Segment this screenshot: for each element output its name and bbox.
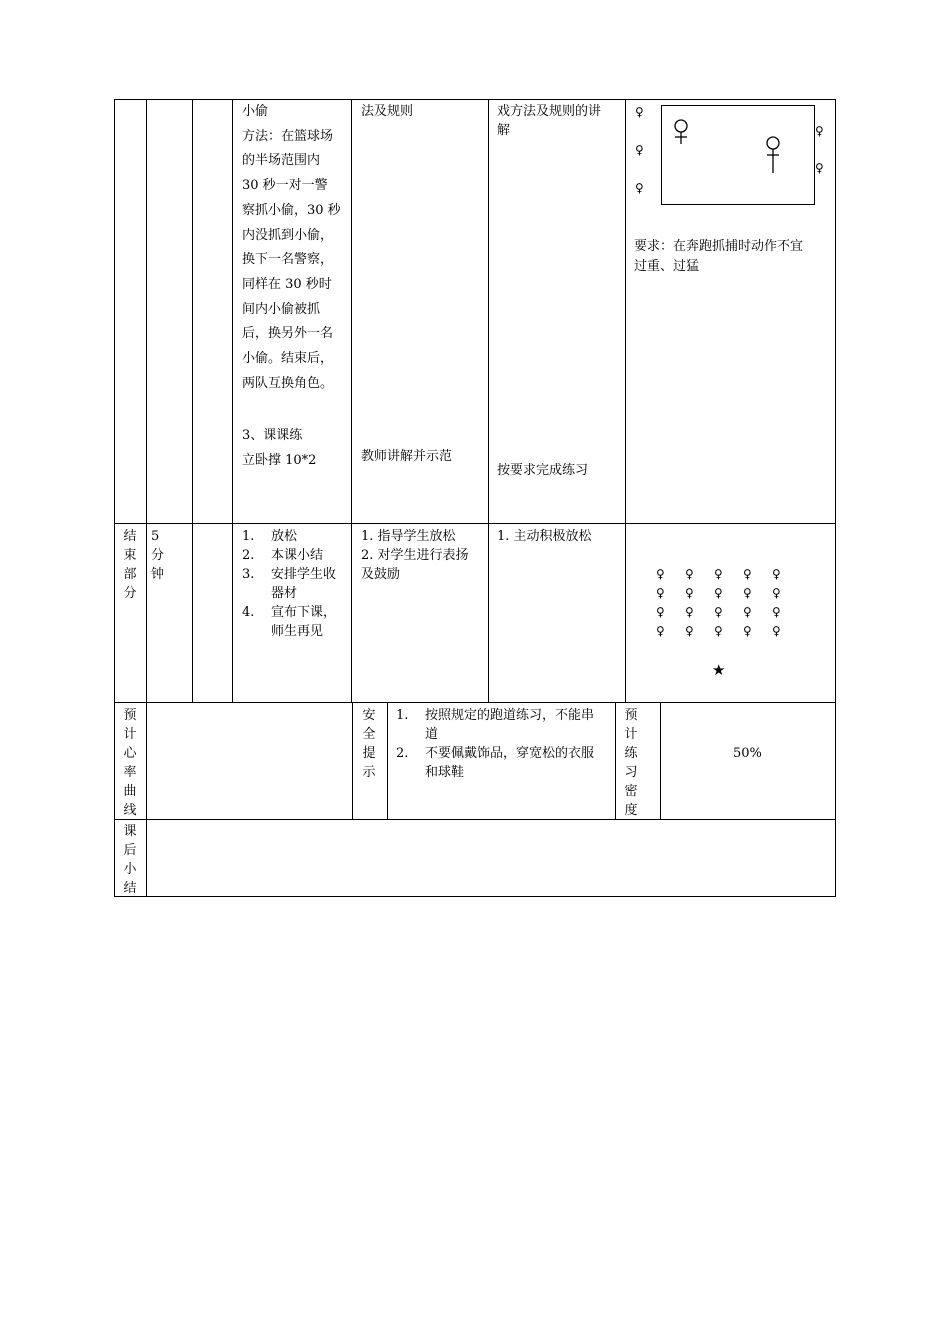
list-number: 1. bbox=[242, 529, 255, 544]
label-char: 练 bbox=[624, 746, 638, 761]
list-item bbox=[242, 546, 336, 565]
requirement-note bbox=[634, 237, 803, 277]
label-char: 结 bbox=[123, 881, 137, 896]
label-char: 部 bbox=[123, 567, 137, 582]
list-number: 3. bbox=[242, 567, 255, 582]
label-char: 示 bbox=[362, 765, 376, 780]
student-figure: ♀ bbox=[685, 624, 694, 638]
thief-figure bbox=[764, 136, 782, 174]
content-line: 内没抓到小偷， bbox=[242, 227, 334, 243]
player-figure: ♀ bbox=[635, 143, 644, 157]
content-line: 两队互换角色。 bbox=[242, 375, 334, 391]
rule-row3-col4 bbox=[615, 702, 616, 820]
student-activity-extra: 按要求完成练习 bbox=[497, 463, 589, 478]
rule-row3-col2 bbox=[352, 702, 353, 820]
content-line: 小偷。结束后， bbox=[242, 351, 334, 367]
end-student-activity bbox=[497, 527, 592, 546]
content-line: 方法：在篮球场 bbox=[242, 128, 334, 144]
label-char: 计 bbox=[123, 727, 137, 742]
density-label bbox=[623, 706, 639, 820]
rule-col2 bbox=[192, 99, 193, 703]
list-text: 师生再见 bbox=[271, 624, 324, 639]
student-figure: ♀ bbox=[656, 624, 665, 638]
list-number: 2. bbox=[396, 746, 409, 761]
teacher-line: 及鼓励 bbox=[361, 567, 401, 582]
student-figure: ♀ bbox=[656, 567, 665, 581]
student-figure: ♀ bbox=[772, 586, 781, 600]
rule-col6 bbox=[625, 99, 626, 703]
safety-label bbox=[361, 706, 377, 782]
content-line: 察抓小偷，30 秒 bbox=[242, 202, 341, 218]
rule-col4 bbox=[351, 99, 352, 703]
teacher-star-icon: ★ bbox=[712, 661, 726, 679]
teacher-activity bbox=[361, 103, 413, 122]
time-char: 5 bbox=[151, 529, 160, 544]
rule-row3-col3 bbox=[387, 702, 388, 820]
content-line: 后，换另外一名 bbox=[242, 326, 334, 342]
list-text: 不要佩戴饰品，穿宽松的衣服 bbox=[425, 746, 595, 761]
density-value: 50% bbox=[733, 746, 762, 761]
student-figure: ♀ bbox=[714, 586, 723, 600]
list-item bbox=[242, 603, 336, 641]
student-line: 解 bbox=[497, 122, 511, 138]
list-text: 和球鞋 bbox=[425, 765, 465, 780]
teacher-activity-extra: 教师讲解并示范 bbox=[361, 449, 453, 464]
label-char: 分 bbox=[123, 586, 137, 601]
student-figure: ♀ bbox=[714, 605, 723, 619]
student-figure: ♀ bbox=[772, 605, 781, 619]
end-section-label bbox=[122, 527, 138, 603]
student-figure: ♀ bbox=[743, 605, 752, 619]
label-char: 曲 bbox=[123, 784, 137, 799]
student-figure: ♀ bbox=[656, 605, 665, 619]
list-text: 按照规定的跑道练习，不能串 bbox=[425, 708, 595, 723]
label-char: 密 bbox=[624, 784, 638, 799]
heart-rate-curve-area bbox=[147, 703, 352, 819]
list-text: 道 bbox=[425, 727, 439, 742]
list-item bbox=[242, 565, 336, 603]
label-char: 率 bbox=[123, 765, 137, 780]
content-line: 同样在 30 秒时 bbox=[242, 276, 332, 292]
end-section-content bbox=[242, 527, 336, 641]
list-number: 2. bbox=[242, 548, 255, 563]
label-char: 度 bbox=[624, 803, 638, 818]
student-figure: ♀ bbox=[656, 586, 665, 600]
label-char: 课 bbox=[123, 824, 137, 839]
summary-label bbox=[122, 822, 138, 898]
label-char: 习 bbox=[624, 765, 638, 780]
rule-col3 bbox=[232, 99, 233, 703]
rule-col1 bbox=[146, 99, 147, 703]
player-figure: ♀ bbox=[815, 161, 824, 175]
time-char: 钟 bbox=[151, 567, 165, 582]
label-char: 结 bbox=[123, 529, 137, 544]
list-text: 本课小结 bbox=[271, 548, 324, 563]
rule-right bbox=[835, 99, 836, 897]
label-char: 心 bbox=[123, 746, 137, 761]
label-char: 全 bbox=[362, 727, 376, 742]
rule-row1-bottom bbox=[114, 523, 836, 524]
label-char: 后 bbox=[123, 843, 137, 858]
label-char: 计 bbox=[624, 727, 638, 742]
list-number: 1. bbox=[396, 708, 409, 723]
rule-top bbox=[114, 99, 836, 100]
police-figure bbox=[672, 119, 690, 145]
label-char: 安 bbox=[362, 708, 376, 723]
activity-content-extra bbox=[242, 424, 316, 473]
student-line: 戏方法及规则的讲 bbox=[497, 104, 602, 119]
student-line: 1. 主动积极放松 bbox=[497, 529, 592, 544]
content-line: 30 秒一对一警 bbox=[242, 178, 328, 194]
end-section-time bbox=[151, 527, 165, 584]
safety-tips-list bbox=[396, 706, 594, 782]
requirement-line: 过重、过猛 bbox=[634, 259, 700, 274]
player-figure: ♀ bbox=[635, 181, 644, 195]
label-char: 预 bbox=[123, 708, 137, 723]
content-line: 间内小偷被抓 bbox=[242, 301, 321, 317]
student-figure: ♀ bbox=[685, 567, 694, 581]
player-figure: ♀ bbox=[635, 105, 644, 119]
player-figure: ♀ bbox=[815, 124, 824, 138]
student-figure: ♀ bbox=[743, 586, 752, 600]
content-line: 立卧撑 10*2 bbox=[242, 452, 317, 468]
student-activity bbox=[497, 103, 601, 141]
label-char: 提 bbox=[362, 746, 376, 761]
summary-content-area bbox=[147, 820, 835, 896]
student-figure: ♀ bbox=[685, 605, 694, 619]
list-text: 放松 bbox=[271, 529, 298, 544]
list-item bbox=[242, 527, 336, 546]
list-item bbox=[396, 744, 594, 782]
activity-content bbox=[242, 100, 341, 396]
list-text: 安排学生收 bbox=[271, 567, 337, 582]
rule-col5 bbox=[488, 99, 489, 703]
student-figure: ♀ bbox=[743, 567, 752, 581]
rule-row3-col5 bbox=[660, 702, 661, 820]
time-char: 分 bbox=[151, 548, 165, 563]
end-teacher-activity bbox=[361, 527, 469, 584]
list-text: 器材 bbox=[271, 586, 298, 601]
heart-rate-label bbox=[122, 706, 138, 820]
content-line: 小偷 bbox=[242, 104, 269, 119]
content-line: 换下一名警察， bbox=[242, 252, 334, 268]
teacher-line: 法及规则 bbox=[361, 104, 414, 119]
student-figure: ♀ bbox=[714, 567, 723, 581]
student-figure: ♀ bbox=[772, 624, 781, 638]
student-figure: ♀ bbox=[714, 624, 723, 638]
teacher-line: 1. 指导学生放松 bbox=[361, 529, 456, 544]
content-line: 3、课课练 bbox=[242, 428, 303, 443]
label-char: 束 bbox=[123, 548, 137, 563]
student-figure: ♀ bbox=[772, 567, 781, 581]
label-char: 预 bbox=[624, 708, 638, 723]
label-char: 小 bbox=[123, 862, 137, 877]
teacher-line: 2. 对学生进行表扬 bbox=[361, 548, 469, 563]
rule-left bbox=[114, 99, 115, 897]
content-line: 的半场范围内 bbox=[242, 153, 321, 169]
rule-bottom bbox=[114, 896, 836, 897]
label-char: 线 bbox=[123, 803, 137, 818]
list-item bbox=[396, 706, 594, 744]
list-text: 宣布下课， bbox=[271, 605, 337, 620]
list-number: 4. bbox=[242, 605, 255, 620]
student-figure: ♀ bbox=[685, 586, 694, 600]
student-figure: ♀ bbox=[743, 624, 752, 638]
requirement-line: 要求：在奔跑抓捕时动作不宜 bbox=[634, 239, 804, 254]
